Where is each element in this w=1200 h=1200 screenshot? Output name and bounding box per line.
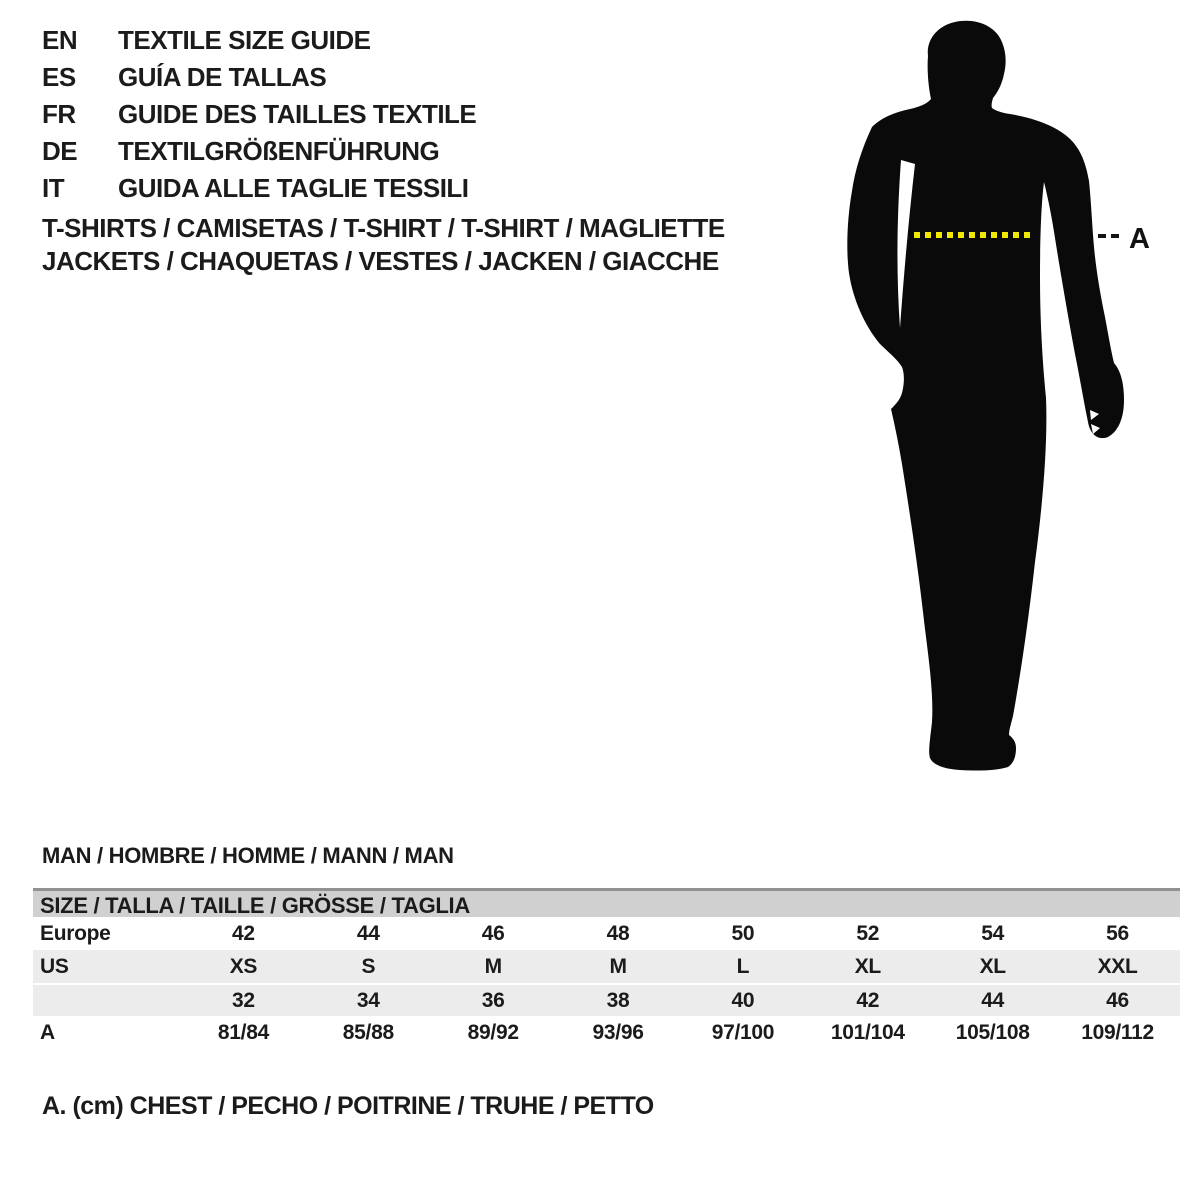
table-row-alt-number	[33, 983, 1180, 1016]
size-cell: M	[484, 955, 502, 978]
size-cell: 101/104	[830, 1021, 905, 1044]
size-cell: 36	[481, 989, 505, 1012]
size-cell: 81/84	[217, 1021, 269, 1044]
category-line-jackets: JACKETS / CHAQUETAS / VESTES / JACKEN / GIACCHE	[42, 246, 719, 276]
size-cell: 89/92	[467, 1021, 519, 1044]
measurement-a-label: A	[1129, 223, 1150, 255]
size-cell: XL	[854, 955, 881, 978]
language-label: TEXTILGRÖßENFÜHRUNG	[118, 136, 440, 166]
language-code: ES	[42, 62, 76, 92]
measurement-figure	[840, 10, 1160, 775]
size-cell: 97/100	[711, 1021, 775, 1044]
size-cell: 54	[981, 922, 1005, 945]
size-cell: S	[361, 955, 376, 978]
size-cell: 46	[1106, 989, 1129, 1012]
size-cell: 93/96	[592, 1021, 644, 1044]
language-label: TEXTILE SIZE GUIDE	[118, 25, 371, 55]
size-cell: XS	[229, 955, 258, 978]
language-row-de	[42, 133, 476, 170]
category-line-tshirts: T-SHIRTS / CAMISETAS / T-SHIRT / T-SHIRT / MAGLIETTE	[42, 213, 725, 243]
language-code: FR	[42, 99, 76, 129]
size-cell: 50	[731, 922, 755, 945]
size-cell: 105/108	[955, 1021, 1030, 1044]
size-cell: 38	[606, 989, 630, 1012]
size-cell: XXL	[1097, 955, 1138, 978]
size-cell: 46	[481, 922, 505, 945]
size-cell: 42	[856, 989, 880, 1012]
size-cell: 109/112	[1081, 1021, 1154, 1044]
size-cell: 44	[981, 989, 1005, 1012]
language-row-en	[42, 22, 476, 59]
size-cell: 48	[606, 922, 630, 945]
table-row-us	[33, 950, 1180, 983]
size-cell: 52	[856, 922, 880, 945]
table-row-europe	[33, 917, 1180, 950]
language-row-it	[42, 170, 476, 207]
language-row-fr	[42, 96, 476, 133]
row-label: Europe	[40, 922, 111, 945]
table-row-chest-a	[33, 1016, 1180, 1049]
row-label: A	[40, 1021, 55, 1044]
size-cell: L	[736, 955, 750, 978]
language-label: GUIDE DES TAILLES TEXTILE	[118, 99, 477, 129]
size-cell: 34	[356, 989, 380, 1012]
section-title-man: MAN / HOMBRE / HOMME / MANN / MAN	[42, 843, 454, 868]
size-table-header: SIZE / TALLA / TAILLE / GRÖSSE / TAGLIA	[33, 888, 1180, 917]
size-cell: 42	[232, 922, 255, 945]
size-cell: 85/88	[342, 1021, 394, 1044]
measurement-footnote: A. (cm) CHEST / PECHO / POITRINE / TRUHE / PETTO	[42, 1092, 654, 1120]
language-code: EN	[42, 25, 78, 55]
man-silhouette-figure	[847, 21, 1124, 771]
size-cell: 44	[356, 922, 380, 945]
language-label: GUIDA ALLE TAGLIE TESSILI	[118, 173, 469, 203]
language-code: IT	[42, 173, 65, 203]
size-cell: 32	[232, 989, 255, 1012]
size-cell: 56	[1106, 922, 1129, 945]
language-list	[42, 22, 476, 207]
size-cell: 40	[731, 989, 755, 1012]
size-cell: M	[609, 955, 627, 978]
language-code: DE	[42, 136, 78, 166]
size-cell: XL	[979, 955, 1006, 978]
row-label: US	[40, 955, 69, 978]
size-table	[33, 888, 1180, 1049]
row-label	[33, 985, 181, 1016]
category-list	[42, 212, 725, 278]
language-label: GUÍA DE TALLAS	[118, 62, 327, 92]
language-row-es	[42, 59, 476, 96]
